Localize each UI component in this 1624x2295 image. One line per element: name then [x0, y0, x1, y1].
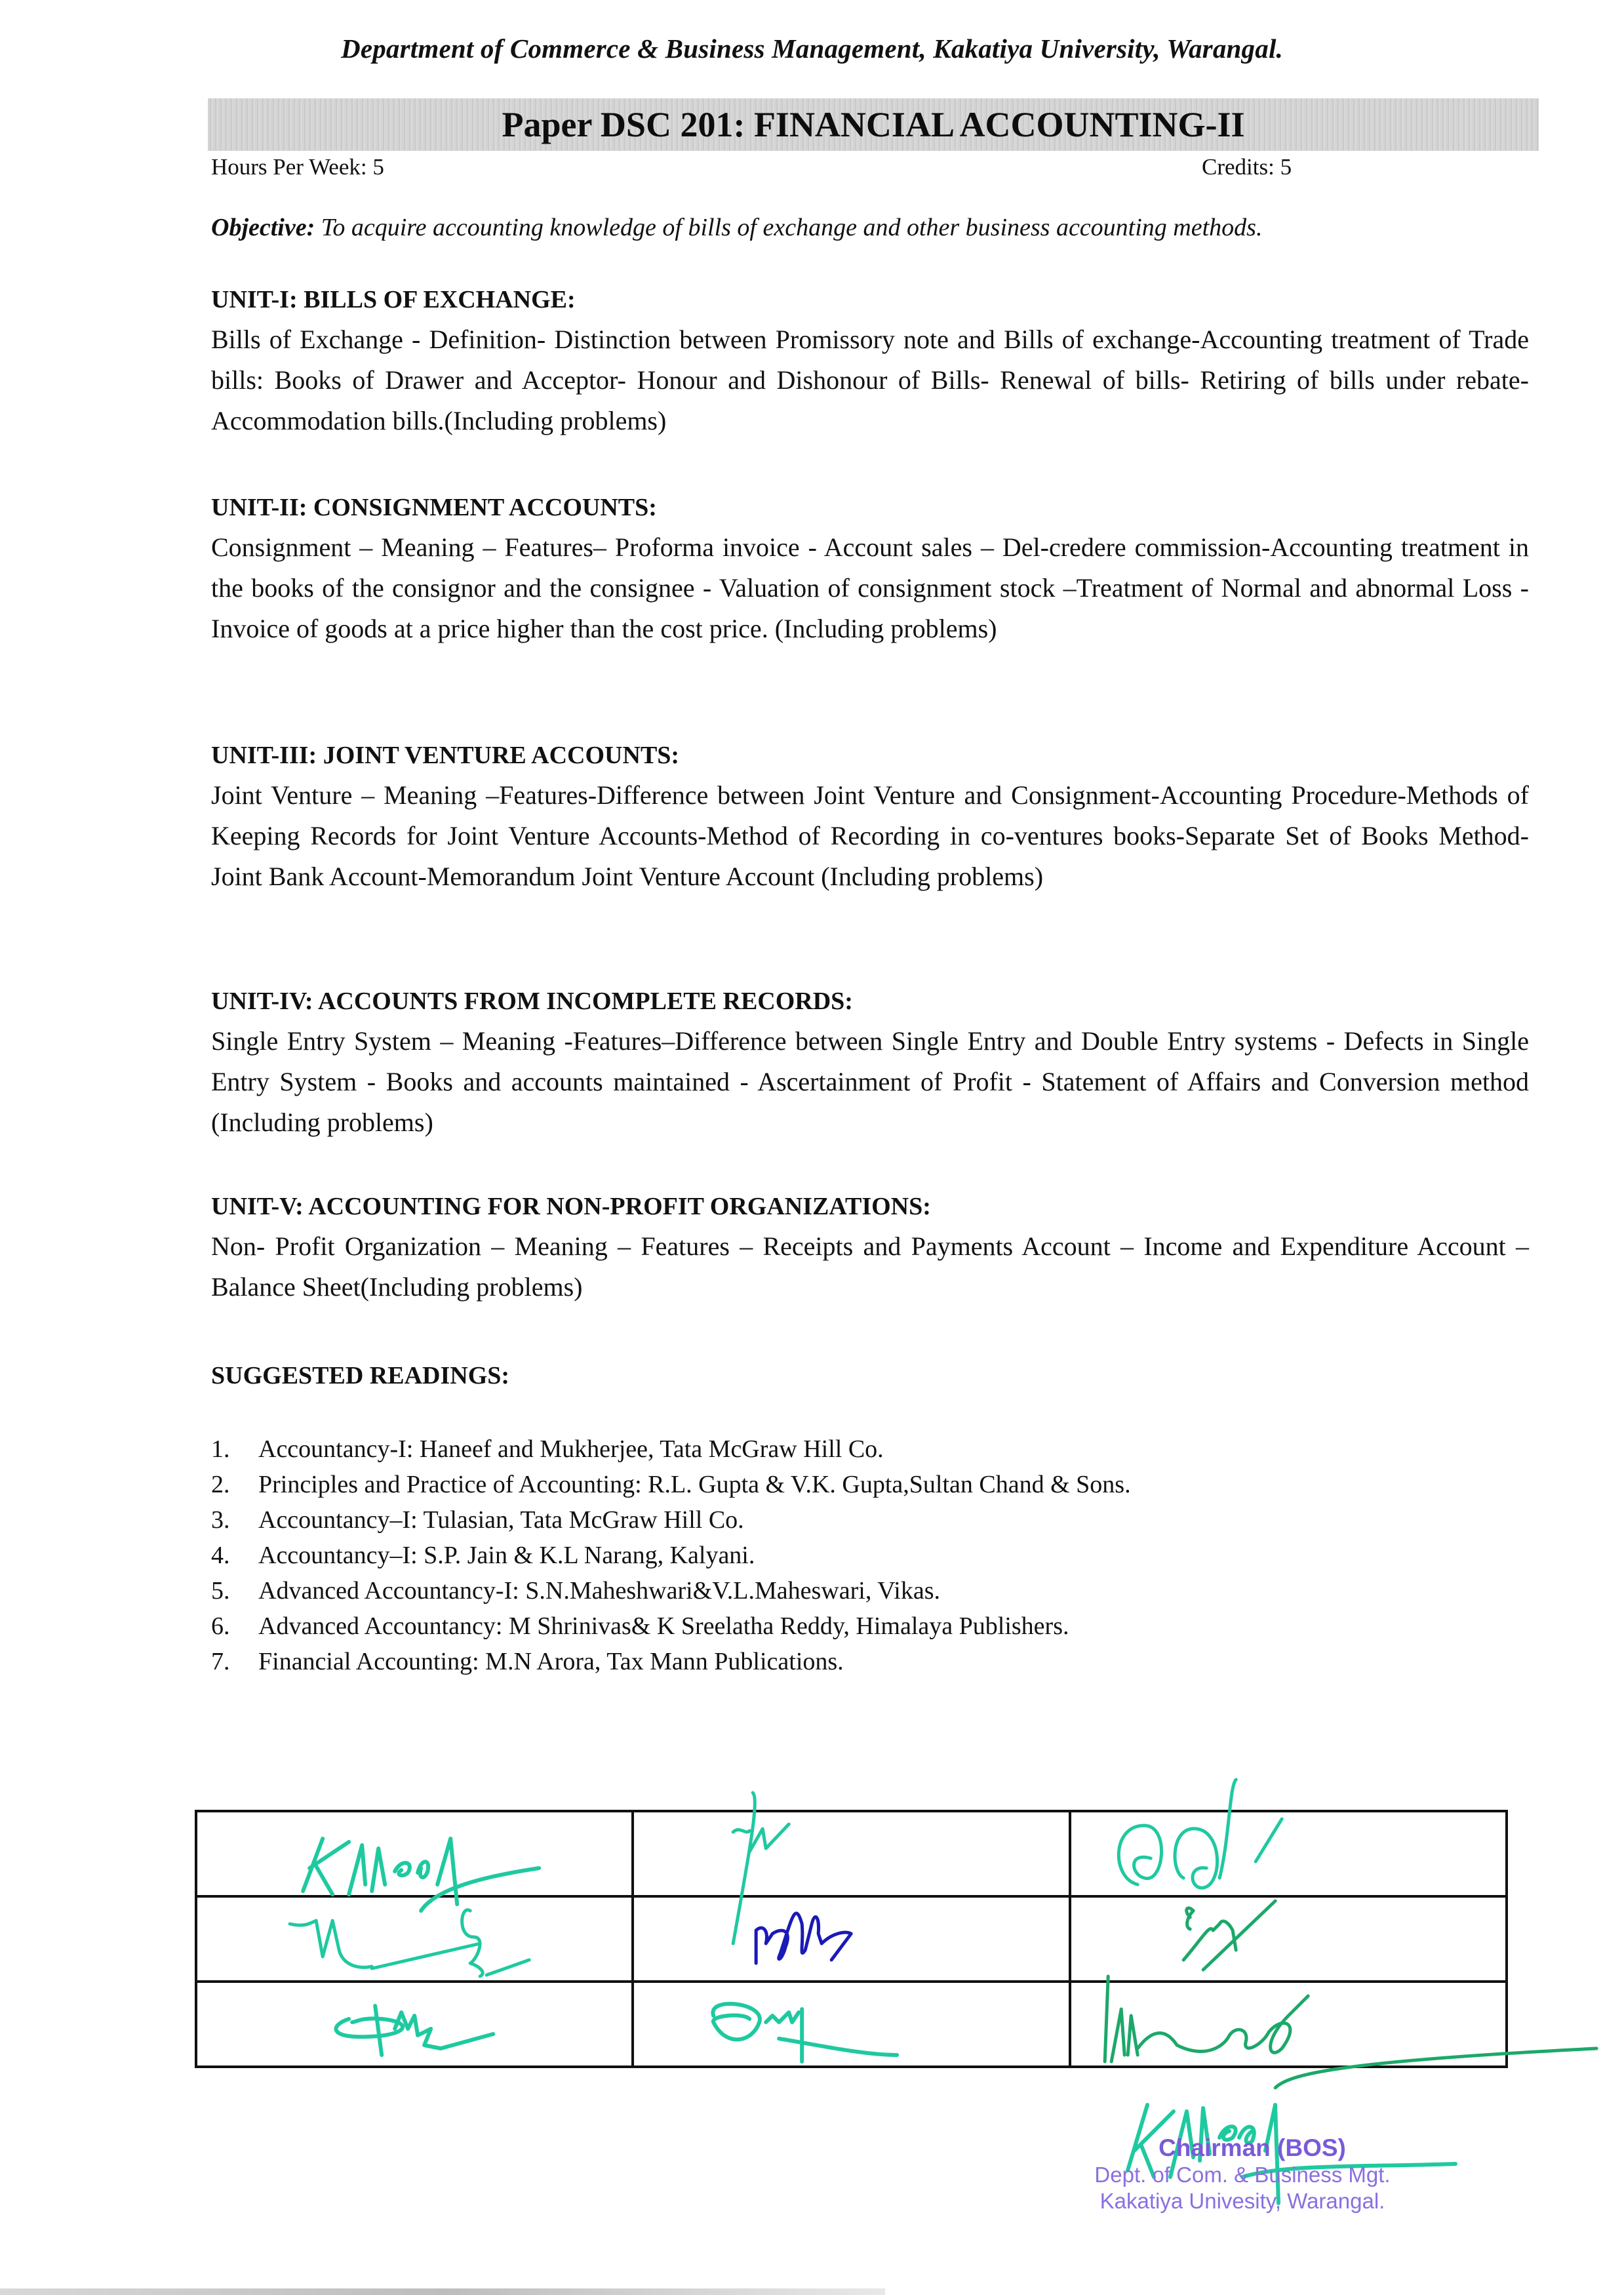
unit-heading: UNIT-I: BILLS OF EXCHANGE:: [211, 286, 576, 313]
objective-label: Objective:: [211, 214, 315, 241]
signature-mark: [1071, 1898, 1505, 1980]
unit-heading: UNIT-V: ACCOUNTING FOR NON-PROFIT ORGANIZATIONS:: [211, 1193, 931, 1220]
unit-body: Bills of Exchange - Definition- Distinction between Promissory note and Bills of exchange-Accounting treatment of Trade bills: Books of Drawer and Acceptor- Honour and Dishonour of Bills- Renewal of bills- Retiring of bills under rebate- Accommodation bills.(Including problems): [211, 325, 1529, 435]
signature-mark: [1071, 1983, 1505, 2066]
reading-number: 7.: [211, 1648, 230, 1675]
reading-text: Advanced Accountancy-I: S.N.Maheshwari&V.L.Maheswari, Vikas.: [258, 1577, 941, 1605]
hours-per-week: Hours Per Week: 5: [211, 154, 384, 180]
unit-section: [211, 1192, 1529, 1307]
reading-item: [211, 1644, 1131, 1679]
reading-text: Principles and Practice of Accounting: R.L. Gupta & V.K. Gupta,Sultan Chand & Sons.: [258, 1471, 1131, 1498]
objective: [211, 213, 1542, 242]
reading-number: 5.: [211, 1577, 230, 1605]
signature-table: [195, 1810, 1508, 2068]
reading-text: Accountancy-I: Haneef and Mukherjee, Tata McGraw Hill Co.: [258, 1435, 884, 1463]
suggested-readings-heading: SUGGESTED READINGS:: [211, 1362, 510, 1389]
reading-number: 1.: [211, 1435, 230, 1463]
signature-cell: [1070, 1982, 1507, 2067]
unit-section: [211, 493, 1529, 649]
reading-item: [211, 1538, 1131, 1573]
suggested-readings-list: [211, 1431, 1131, 1679]
stamp-university: Kakatiya Univesity, Warangal.: [1099, 2189, 1385, 2213]
unit-body: Single Entry System – Meaning -Features–Difference between Single Entry and Double Entry systems - Defects in Single Entry System - Books and accounts maintained - Ascertainment of Profit - Statement of Affairs and Conversion method (Including problems): [211, 1026, 1529, 1137]
reading-item: [211, 1431, 1131, 1467]
reading-item: [211, 1573, 1131, 1608]
unit-body: Joint Venture – Meaning –Features-Difference between Joint Venture and Consignment-Accounting Procedure-Methods of Keeping Records for Joint Venture Accounts-Method of Recording in co-ventures books-Separate Set of Books Method- Joint Bank Account-Memorandum Joint Venture Account (Including problems): [211, 780, 1529, 891]
signature-cell: [633, 1982, 1069, 2067]
signature-mark: [197, 1898, 631, 1980]
signature-row: [196, 1982, 1507, 2067]
reading-text: Advanced Accountancy: M Shrinivas& K Sreelatha Reddy, Himalaya Publishers.: [258, 1612, 1069, 1640]
signature-mark: [634, 1898, 1068, 1980]
unit-heading: UNIT-II: CONSIGNMENT ACCOUNTS:: [211, 494, 657, 521]
signature-mark: [197, 1983, 631, 2066]
stamp-title: Chairman (BOS): [1159, 2134, 1346, 2161]
signature-cell: [633, 1811, 1069, 1896]
signature-cell: [196, 1896, 633, 1982]
stamp-department: Dept. of Com. & Business Mgt.: [1094, 2163, 1391, 2187]
signature-cell: [1070, 1896, 1507, 1982]
signature-cell: [196, 1982, 633, 2067]
unit-body: Non- Profit Organization – Meaning – Features – Receipts and Payments Account – Income and Expenditure Account – Balance Sheet(Including problems): [211, 1231, 1529, 1302]
signature-cell: [196, 1811, 633, 1896]
reading-text: Accountancy–I: Tulasian, Tata McGraw Hill Co.: [258, 1506, 744, 1534]
reading-number: 3.: [211, 1506, 230, 1534]
reading-number: 6.: [211, 1612, 230, 1640]
reading-number: 4.: [211, 1542, 230, 1569]
signature-row: [196, 1811, 1507, 1896]
reading-number: 2.: [211, 1471, 230, 1498]
reading-item: [211, 1467, 1131, 1502]
title-band: [208, 98, 1539, 151]
department-header: Department of Commerce & Business Management, Kakatiya University, Warangal.: [341, 33, 1283, 64]
unit-body: Consignment – Meaning – Features– Proforma invoice - Account sales – Del-credere commission-Accounting treatment in the books of the consignor and the consignee - Valuation of consignment stock –Treatment of Normal and abnormal Loss - Invoice of goods at a price higher than the cost price. (Including problems): [211, 532, 1529, 643]
unit-section: [211, 741, 1529, 897]
credits: Credits: 5: [1202, 154, 1292, 180]
signature-cell: [633, 1896, 1069, 1982]
reading-item: [211, 1608, 1131, 1644]
signature-mark: [634, 1812, 1068, 1895]
unit-section: [211, 987, 1529, 1143]
signature-row: [196, 1896, 1507, 1982]
signature-cell: [1070, 1811, 1507, 1896]
unit-heading: UNIT-III: JOINT VENTURE ACCOUNTS:: [211, 742, 680, 769]
reading-item: [211, 1502, 1131, 1538]
paper-title: Paper DSC 201: FINANCIAL ACCOUNTING-II: [502, 105, 1245, 144]
reading-text: Financial Accounting: M.N Arora, Tax Mann Publications.: [258, 1648, 844, 1675]
signature-mark: [197, 1812, 631, 1895]
chairman-stamp: [1046, 2134, 1439, 2214]
objective-text: To acquire accounting knowledge of bills of exchange and other business accounting methods.: [315, 214, 1263, 241]
signature-mark: [1071, 1812, 1505, 1895]
reading-text: Accountancy–I: S.P. Jain & K.L Narang, Kalyani.: [258, 1542, 755, 1569]
scan-edge: [0, 2288, 885, 2295]
unit-section: [211, 285, 1529, 441]
unit-heading: UNIT-IV: ACCOUNTS FROM INCOMPLETE RECORDS:: [211, 988, 853, 1015]
signature-mark: [634, 1983, 1068, 2066]
